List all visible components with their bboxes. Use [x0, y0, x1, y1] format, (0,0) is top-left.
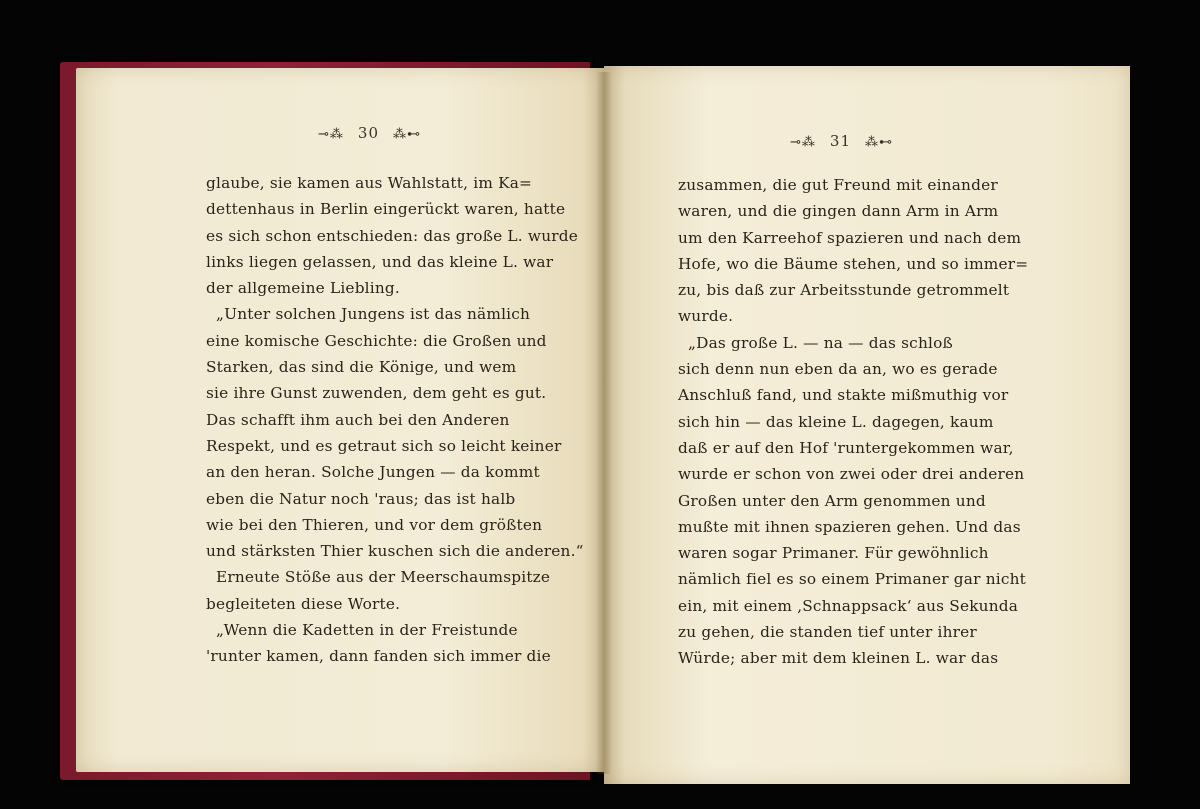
- text-line: „Wenn die Kadetten in der Freistunde: [216, 621, 518, 640]
- text-line: nämlich fiel es so einem Primaner gar nicht: [678, 570, 1027, 589]
- text-line: um den Karreehof spazieren und nach dem: [678, 228, 1022, 247]
- text-line: wurde er schon von zwei oder drei anderen: [678, 465, 1025, 484]
- text-line: eine komische Geschichte: die Großen und: [206, 331, 547, 350]
- text-line: mußte mit ihnen spazieren gehen. Und das: [678, 517, 1021, 536]
- text-line: Großen unter den Arm genommen und: [678, 491, 986, 510]
- text-line: es sich schon entschieden: das große L. wurde: [206, 226, 579, 245]
- left-page-text: [206, 170, 584, 670]
- text-line: und stärksten Thier kuschen sich die anderen.“: [206, 542, 584, 561]
- ornament-right-icon: ⁂⊷: [865, 135, 893, 150]
- text-line: waren, und die gingen dann Arm in Arm: [678, 202, 999, 221]
- book-gutter: [596, 72, 612, 774]
- text-line: sie ihre Gunst zuwenden, dem geht es gut.: [206, 384, 547, 403]
- text-line: daß er auf den Hof 'runtergekommen war,: [678, 438, 1014, 457]
- text-line: der allgemeine Liebling.: [206, 279, 400, 298]
- text-line: zu gehen, die standen tief unter ihrer: [678, 623, 977, 642]
- text-line: Starken, das sind die Könige, und wem: [206, 358, 517, 377]
- text-line: Würde; aber mit dem kleinen L. war das: [678, 649, 999, 668]
- text-line: zu, bis daß zur Arbeitsstunde getrommelt: [678, 281, 1010, 300]
- ornament-left-icon: ⊸⁂: [790, 135, 816, 150]
- text-line: ein, mit einem ‚Schnappsack‘ aus Sekunda: [678, 596, 1019, 615]
- text-line: glaube, sie kamen aus Wahlstatt, im Ka=: [206, 174, 533, 192]
- ornament-right-icon: ⁂⊷: [393, 127, 421, 142]
- right-page-text: [678, 172, 1029, 672]
- text-line: „Das große L. — na — das schloß: [688, 333, 953, 352]
- text-line: dettenhaus in Berlin eingerückt waren, hatte: [206, 200, 566, 219]
- text-line: wie bei den Thieren, und vor dem größten: [206, 515, 543, 534]
- right-page-number: 31: [829, 132, 851, 150]
- text-line: eben die Natur noch 'raus; das ist halb: [206, 489, 516, 508]
- text-line: an den heran. Solche Jungen — da kommt: [206, 463, 540, 482]
- right-page-folio: [790, 132, 893, 150]
- text-line: links liegen gelassen, und das kleine L. war: [206, 252, 554, 271]
- text-line: zusammen, die gut Freund mit einander: [678, 176, 998, 194]
- text-line: sich hin — das kleine L. dagegen, kaum: [678, 412, 994, 431]
- ornament-left-icon: ⊸⁂: [318, 127, 344, 142]
- text-line: begleiteten diese Worte.: [206, 594, 401, 613]
- left-page-folio: [318, 124, 421, 142]
- text-line: sich denn nun eben da an, wo es gerade: [678, 360, 998, 379]
- text-line: „Unter solchen Jungens ist das nämlich: [216, 305, 531, 324]
- text-line: Erneute Stöße aus der Meerschaumspitze: [216, 568, 551, 587]
- text-line: Respekt, und es getraut sich so leicht keiner: [206, 436, 562, 455]
- text-line: wurde.: [678, 307, 734, 326]
- text-line: Das schafft ihm auch bei den Anderen: [206, 410, 510, 429]
- text-line: 'runter kamen, dann fanden sich immer die: [206, 647, 551, 666]
- text-line: Hofe, wo die Bäume stehen, und so immer=: [678, 254, 1029, 273]
- text-line: Anschluß fand, und stakte mißmuthig vor: [678, 386, 1009, 405]
- text-line: waren sogar Primaner. Für gewöhnlich: [678, 544, 989, 563]
- left-page-number: 30: [357, 124, 379, 142]
